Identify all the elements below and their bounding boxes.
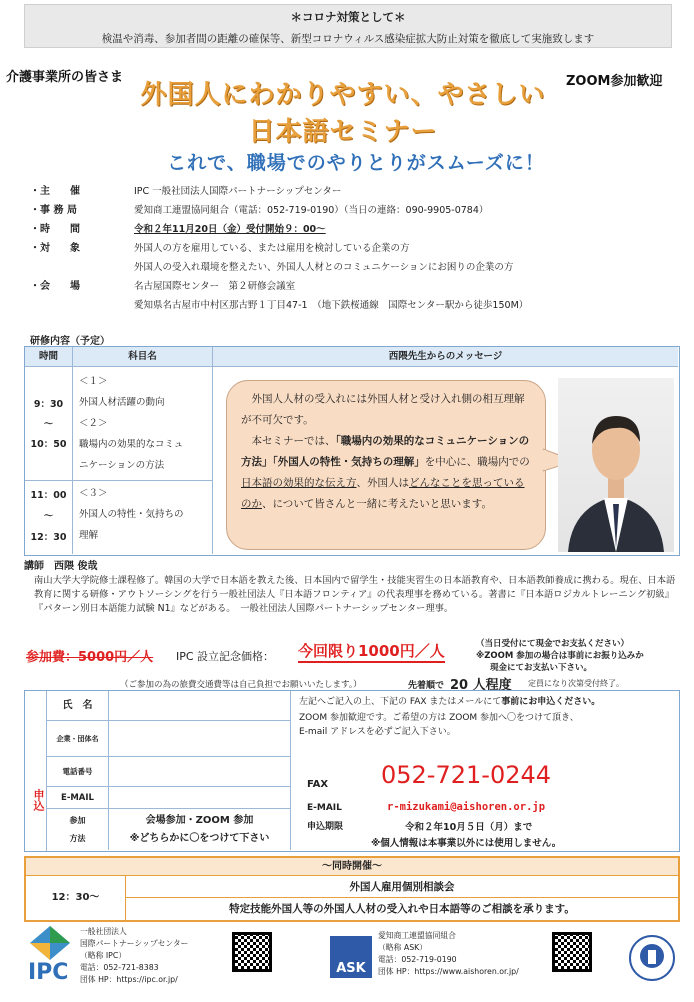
ipc-line: 国際パートナーシップセンター [80, 939, 189, 948]
ipc-line: （略称 IPC） [80, 951, 127, 960]
email-field[interactable] [109, 787, 291, 809]
ask-line[interactable]: 団体 HP：https://www.aishoren.or.jp/ [378, 967, 519, 976]
first-come: 先着順で [408, 681, 445, 691]
capacity-note: 定員になり次第受付終了。 [528, 679, 624, 688]
ask-line: 電話：052-719-0190 [378, 955, 457, 964]
old-price: 参加費：5000円／人 [26, 650, 154, 665]
message-bold: 「職場内の効果的なコミュニケーションの方法」「外国人の特性・気持ちの理解」 [241, 435, 530, 468]
anniversary-label: IPC 設立記念価格： [176, 650, 275, 663]
event-info [30, 180, 670, 313]
info-label: ・会 場 [30, 281, 80, 292]
application-form [24, 690, 680, 852]
lecturer-bio: 南山大学大学院修士課程修了。韓国の大学で日本語を教えた後、日本国内で留学生・技能実習生の日本語教育や、日本語教師養成に携わる。現在、日本語教育に関する研修・アウトソーシングを行う一般社団法人『日本語フロンティア』の代表理事を務めている。著書に『日本語ロジカルトレーニング初級』『パターン別日本語能力試験 N1』などがある。 一般社団法人国際パートナーシップセンター理事。 [34, 575, 676, 614]
ask-qr-code-icon [552, 932, 592, 972]
banner-title: ＊コロナ対策として＊ [290, 10, 406, 24]
zoom-label: ZOOM参加歓迎 [566, 74, 663, 89]
message-text: 、外国人は [356, 477, 409, 489]
col-subject: 科目名 [73, 347, 213, 367]
message-text: 本セミナーでは、 [251, 435, 336, 447]
ipc-line: 一般社団法人 [80, 927, 127, 936]
banner-text: 検温や消毒、参加者間の距離の確保等、新型コロナウィルス感染症拡大防止対策を徹底して実施致します [101, 33, 595, 45]
message-bubble [226, 380, 546, 550]
info-value: 令和２年11月20日（金）受付開始９：00～ [134, 223, 326, 235]
concurrent-title: ～同時開催～ [26, 858, 678, 876]
ipc-line[interactable]: 団体 HP：https://ipc.or.jp/ [80, 975, 178, 984]
ask-info [378, 930, 519, 978]
apply-side-label: 申込 [25, 691, 47, 851]
schedule-heading: 研修内容（予定） [30, 336, 110, 347]
privacy-note: ※個人情報は本事業以外には使用しません。 [371, 838, 562, 849]
deadline: 令和２年10月５日（月）まで [405, 822, 533, 833]
subject-line: 外国人材活躍の動向 [79, 397, 165, 408]
person-icon [558, 378, 674, 552]
time-end: 10：50 [30, 439, 67, 450]
concurrent-event [24, 856, 680, 922]
ipc-line: 電話：052-721-8383 [80, 963, 159, 972]
instruction-zoom: ZOOM 参加歓迎です。ご希望の方は ZOOM 参加へ〇をつけて頂き、 [299, 713, 579, 723]
company-field[interactable] [109, 721, 291, 757]
info-value: IPC 一般社団法人国際パートナーシップセンター [134, 185, 342, 197]
ipc-qr-code-icon [232, 932, 272, 972]
name-field[interactable] [109, 691, 291, 721]
page-title: 外国人にわかりやすい、やさしい日本語セミナー [140, 80, 546, 147]
price-note: 現金にてお支払い下さい。 [490, 663, 593, 673]
subject-line: ＜３＞ [79, 488, 108, 499]
message-underline: どんなことを思っているのか [241, 477, 525, 510]
price-note: （当日受付にて現金でお支払ください） [476, 639, 630, 649]
apply-instructions [299, 695, 675, 739]
message-text: 、について皆さんと一緒に考えたいと思います。 [262, 498, 492, 510]
concurrent-head: 外国人雇用個別相談会 [126, 876, 678, 898]
instruction-text: 左記へご記入の上、下記の FAX またはメールにて [299, 697, 502, 707]
subject-block-2 [73, 481, 213, 554]
info-value: 外国人の方を雇用している、または雇用を検討している企業の方 [134, 242, 410, 254]
price-section [24, 638, 680, 693]
privacy-mark-icon [628, 934, 676, 982]
email-label: E-MAIL [47, 787, 109, 809]
time-start: 11：00 [30, 490, 67, 501]
deadline-label: 申込期限 [307, 822, 344, 832]
info-value: 愛知県名古屋市中村区那古野１丁目47-1 （地下鉄桜通線 国際センター駅から徒歩150M） [134, 299, 529, 311]
attend-method-field[interactable] [109, 809, 291, 850]
corona-banner [24, 4, 672, 48]
instruction-email: E-mail アドレスを必ずご記入下さい。 [299, 727, 456, 737]
instruction-bold: 事前にお申込ください。 [501, 697, 601, 707]
info-value: 外国人の受入れ環境を整えたい、外国人人材とのコミュニケーションにお困りの企業の方 [134, 261, 514, 273]
info-value: 愛知商工連盟協同組合（電話：052-719-0190）（当日の連絡：090-9905-0784） [134, 204, 489, 216]
time-start: 9：30 [33, 399, 64, 410]
fax-label: FAX [307, 779, 329, 790]
ask-line: （略称 ASK） [378, 943, 428, 952]
ask-line: 愛知商工連盟協同組合 [378, 931, 456, 940]
attend-options: 会場参加・ZOOM 参加 [145, 815, 254, 826]
time-block-2 [25, 481, 73, 554]
message-p1: 外国人人材の受入れには外国人材と受け入れ側の相互理解が不可欠です。 [241, 393, 525, 426]
fax-number: 052-721-0244 [381, 761, 552, 789]
concurrent-time: 12：30～ [26, 876, 126, 920]
name-label: 氏 名 [47, 691, 109, 721]
phone-field[interactable] [109, 757, 291, 787]
lecturer-section [24, 560, 680, 616]
lecturer-name: 講師 西隈 俊哉 [24, 561, 98, 572]
info-label: ・対 象 [30, 243, 80, 254]
ask-logo: ASK [330, 936, 372, 978]
subject-line: ニケーションの方法 [79, 460, 165, 471]
company-label: 企業・団体名 [47, 721, 109, 757]
time-end: 12：30 [30, 532, 67, 543]
attend-label-2: 方法 [69, 834, 86, 843]
phone-label: 電話番号 [47, 757, 109, 787]
subject-line: ＜１＞ [79, 376, 108, 387]
audience-label: 介護事業所の皆さま [6, 70, 124, 85]
attend-label [47, 809, 109, 850]
info-label: ・時 間 [30, 224, 80, 235]
subject-line: 職場内の効果的なコミュ [79, 439, 184, 450]
ipc-logo-icon [30, 926, 70, 960]
subject-line: 理解 [79, 530, 99, 541]
footer [24, 926, 680, 992]
mail-label: E-MAIL [307, 803, 342, 813]
message-text: を中心に、職場内での [424, 456, 530, 468]
ipc-info [80, 926, 188, 986]
subject-block-1 [73, 367, 213, 481]
message-underline: 日本語の効果的な伝え方 [241, 477, 357, 489]
attend-note: ※どちらかに〇をつけて下さい [129, 833, 270, 844]
new-price: 今回限り1000円／人 [298, 640, 445, 663]
col-time: 時間 [25, 347, 73, 367]
info-value: 名古屋国際センター 第２研修会議室 [134, 280, 296, 292]
ipc-logo-text: IPC [28, 960, 69, 985]
time-tilde: ～ [43, 419, 54, 430]
time-block-1 [25, 367, 73, 481]
col-message: 西隈先生からのメッセージ [213, 347, 678, 367]
lecturer-photo [558, 378, 674, 552]
subtitle: これで、職場でのやりとりがスムーズに！ [167, 152, 545, 174]
travel-note: （ご参加の為の旅費交通費等は自己負担でお願いいたします。） [120, 680, 362, 690]
concurrent-text: 特定技能外国人等の外国人人材の受入れや日本語等のご相談を承ります。 [229, 903, 575, 915]
subject-line: 外国人の特性・気持ちの [79, 509, 184, 520]
price-note: ※ZOOM 参加の場合は事前にお振り込みか [476, 651, 644, 661]
info-label: ・事 務 局 [30, 205, 77, 216]
mail-address[interactable]: r-mizukami@aishoren.or.jp [387, 801, 546, 813]
capacity: 20 人程度 [450, 678, 512, 693]
attend-label-1: 参加 [69, 816, 86, 825]
subject-line: ＜２＞ [79, 418, 108, 429]
info-label: ・主 催 [30, 186, 80, 197]
time-tilde: ～ [43, 511, 54, 522]
